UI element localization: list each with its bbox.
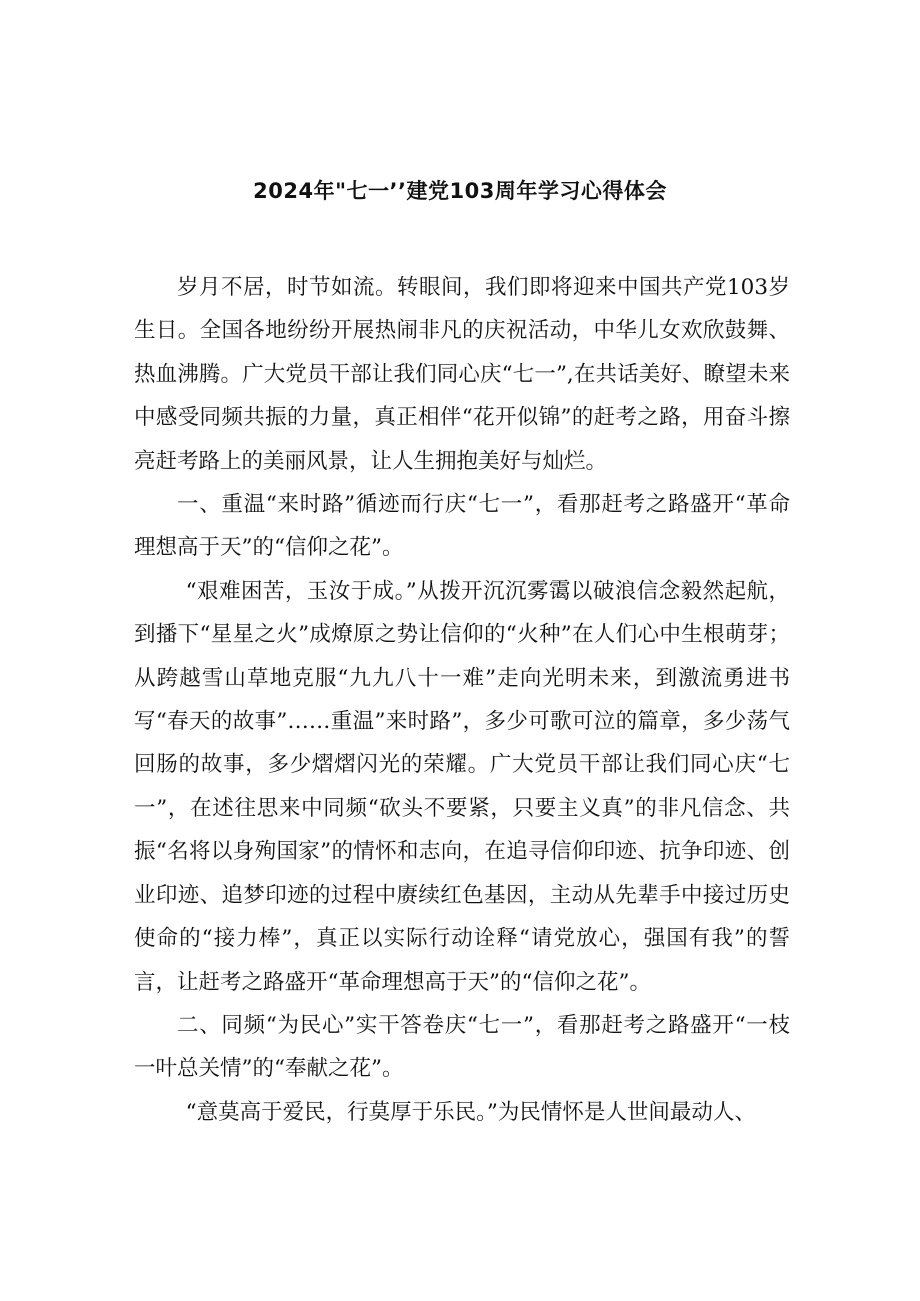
document-body — [134, 266, 790, 1134]
paragraph-section-one-heading: 一、重温“来时路”循迹而行庆“七一”，看那赶考之路盛开“革命理想高于天”的“信仰之花”。 — [134, 492, 790, 561]
paragraph-intro: 岁月不居，时节如流。转眼间，我们即将迎来中国共产党103岁生日。全国各地纷纷开展热闹非凡的庆祝活动，中华儿女欢欣鼓舞、热血沸腾。广大党员干部让我们同心庆“七一”,在共话美好、瞭望未来中感受同频共振的力量，真正相伴“花开似锦”的赶考之路，用奋斗擦亮赶考路上的美丽风景，让人生拥抱美好与灿烂。 — [134, 275, 790, 474]
paragraph-section-two-heading: 二、同频“为民心”实干答卷庆“七一”，看那赶考之路盛开“一枝一叶总关情”的“奉献之花”。 — [134, 1012, 790, 1082]
paragraph-section-two-body: “意莫高于爱民，行莫厚于乐民。”为民情怀是人世间最动人、 — [185, 1099, 756, 1125]
document-title: 2024年"七一’’建党103周年学习心得体会 — [253, 179, 667, 203]
paragraph-section-one-body: “艰难困苦，玉汝于成。”从拨开沉沉雾霭以破浪信念毅然起航，到播下“星星之火”成燎原之势让信仰的“火种”在人们心中生根萌芽；从跨越雪山草地克服“九九八十一难”走向光明未来，到激流勇进书写“春天的故事”……重温”来时路”，多少可歌可泣的篇章，多少荡气回肠的故事，多少熠熠闪光的荣耀。广大党员干部让我们同心庆“七一”，在述往思来中同频“砍头不要紧，只要主义真”的非凡信念、共振“名将以身殉国家”的情怀和志向，在追寻信仰印迹、抗争印迹、创业印迹、追梦印迹的过程中赓续红色基因，主动从先辈手中接过历史使命的“接力棒”，真正以实际行动诠释“请党放心，强国有我”的誓言，让赶考之路盛开“革命理想高于天”的“信仰之花”。 — [134, 578, 790, 995]
